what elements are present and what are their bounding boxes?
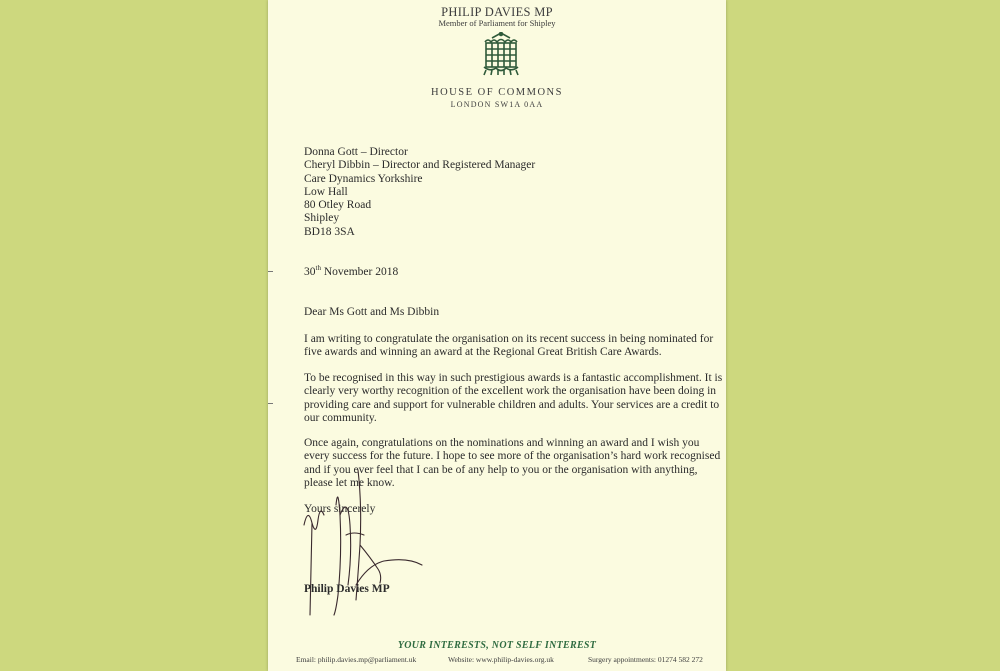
footer-website: Website: www.philip-davies.org.uk <box>448 655 554 664</box>
address-line: Low Hall <box>304 185 348 198</box>
fold-mark <box>268 403 273 404</box>
address-line: Care Dynamics Yorkshire <box>304 172 423 185</box>
address-line: BD18 3SA <box>304 225 355 238</box>
body-paragraph: To be recognised in this way in such prestigious awards is a fantastic accomplishment. It is clearly very worthy recognition of the excellent work the organisation have been doing in providing care and support for vulnerable children and adults. Your services are a credit to our community. <box>304 372 723 424</box>
letter-date <box>304 264 398 278</box>
date-rest: November 2018 <box>320 265 399 278</box>
portcullis-icon <box>482 32 520 76</box>
address-line: Cheryl Dibbin – Director and Registered Manager <box>304 159 536 172</box>
signer-name: Philip Davies MP <box>304 583 390 595</box>
date-suffix: th <box>315 264 321 272</box>
handwritten-signature <box>298 465 428 625</box>
body-paragraph: I am writing to congratulate the organisation on its recent success in being nominated for five awards and winning an award at the Regional Great British Care Awards. <box>304 333 714 359</box>
address-line: 80 Otley Road <box>304 199 372 212</box>
house-of-commons: HOUSE OF COMMONS <box>431 87 563 98</box>
mp-name-header: PHILIP DAVIES MP <box>441 5 553 19</box>
recipient-address <box>304 146 535 239</box>
letter-page <box>268 0 726 671</box>
footer-email: Email: philip.davies.mp@parliament.uk <box>296 655 417 664</box>
fold-mark <box>268 271 273 272</box>
address-line: Donna Gott – Director <box>304 146 408 158</box>
salutation: Dear Ms Gott and Ms Dibbin <box>304 306 440 318</box>
letterhead-address: LONDON SW1A 0AA <box>450 100 544 109</box>
date-day: 30 <box>304 265 316 278</box>
mp-constituency: Member of Parliament for Shipley <box>438 18 556 28</box>
address-line: Shipley <box>304 212 340 225</box>
body-paragraph: Once again, congratulations on the nominations and winning an award and I wish you every success for the future. I hope to see more of the organisation’s hard work recognised and if you ever feel that I can be of any help to you or the organisation with anything, please let me know. <box>304 437 721 489</box>
footer-surgery: Surgery appointments: 01274 582 272 <box>588 655 703 664</box>
slogan: YOUR INTERESTS, NOT SELF INTEREST <box>397 640 597 651</box>
closing: Yours sincerely <box>304 503 376 515</box>
